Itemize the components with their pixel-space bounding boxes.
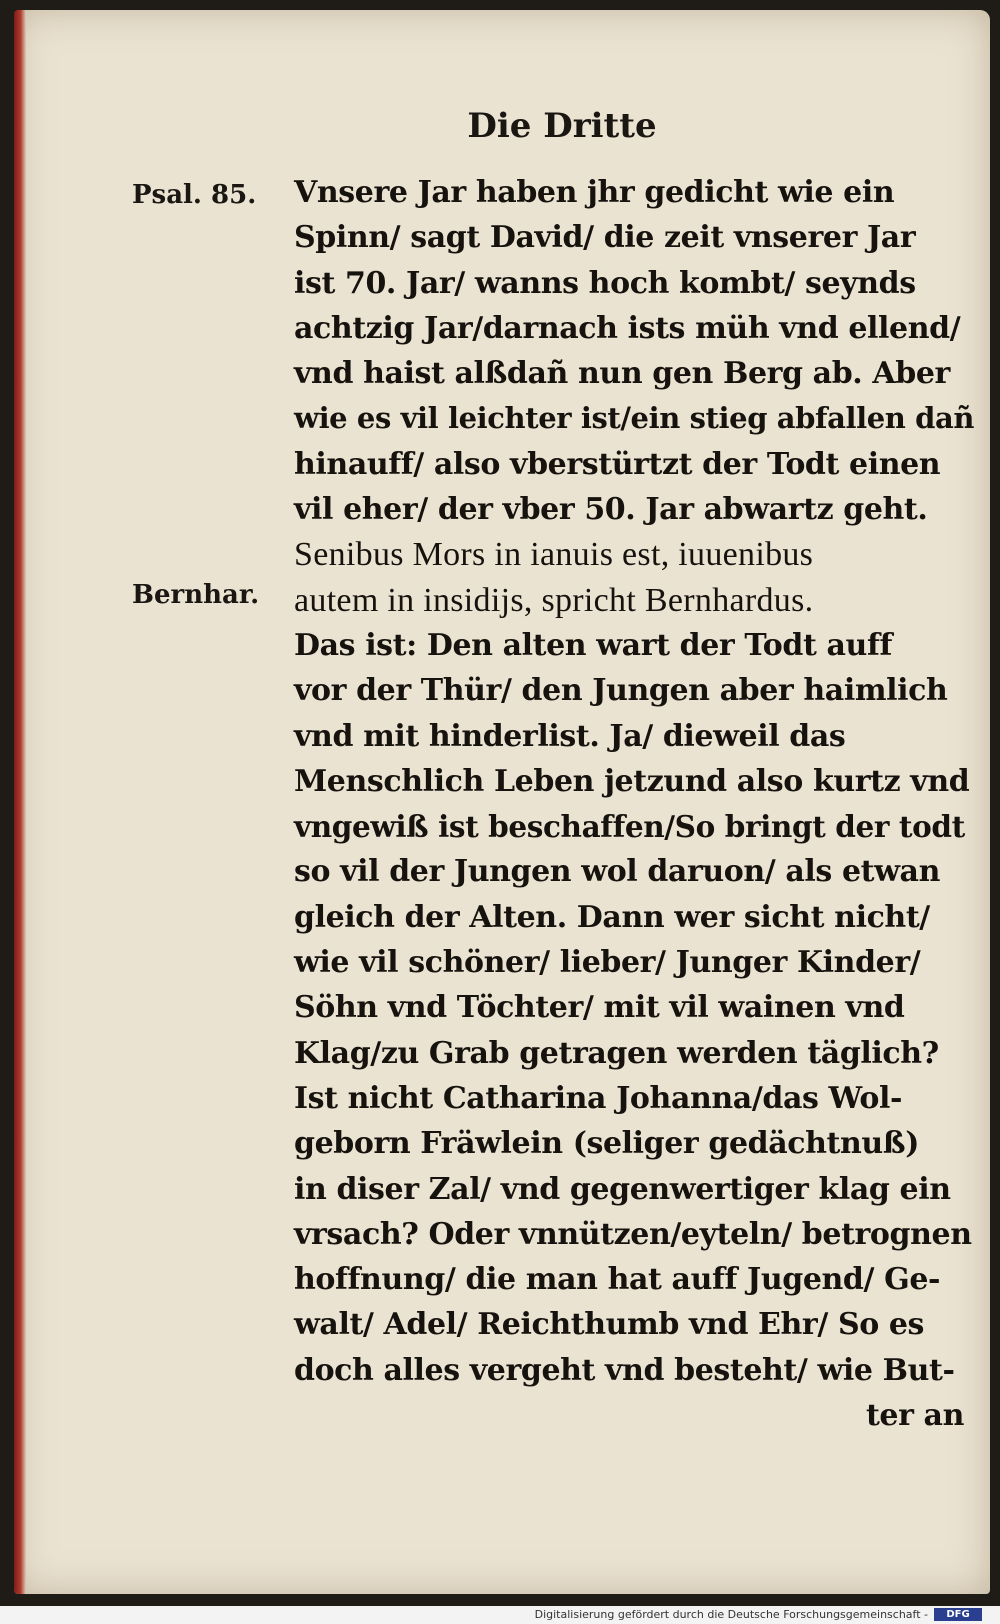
text-line: wie es vil leichter ist/ein stieg abfallen dañ [294, 401, 975, 436]
text-line: vngewiß ist beschaffen/So bringt der todt [294, 809, 965, 845]
text-line: Das ist: Den alten wart der Todt auff [294, 627, 892, 663]
text-line: so vil der Jungen wol daruon/ als etwan [294, 854, 940, 890]
margin-note-psalm: Psal. 85. [132, 180, 257, 210]
text-line: vor der Thür/ den Jungen aber haimlich [294, 673, 948, 709]
text-line: vnd haist alßdañ nun gen Berg ab. Aber [294, 356, 950, 392]
book-page [14, 10, 990, 1594]
text-line: ist 70. Jar/ wanns hoch kombt/ seynds [294, 265, 916, 301]
catchword: ter an [865, 1398, 964, 1434]
footer-credit: Digitalisierung gefördert durch die Deutsche Forschungsgemeinschaft - [534, 1608, 928, 1621]
text-line: vnd mit hinderlist. Ja/ dieweil das [294, 718, 846, 754]
body-text [294, 170, 974, 1438]
text-line: Söhn vnd Töchter/ mit vil wainen vnd [294, 990, 905, 1026]
text-line: wie vil schöner/ lieber/ Junger Kinder/ [294, 945, 921, 981]
digitization-footer [0, 1606, 1000, 1624]
text-line: Vnsere Jar haben jhr gedicht wie ein [294, 175, 895, 210]
text-line: hoffnung/ die man hat auff Jugend/ Ge- [294, 1262, 941, 1298]
binding-edge [14, 10, 26, 1594]
text-line: vrsach? Oder vnnützen/eyteln/ betrognen [294, 1216, 972, 1252]
dfg-logo: DFG [934, 1608, 982, 1621]
text-line: Spinn/ sagt David/ die zeit vnserer Jar [294, 220, 916, 256]
text-line: in diser Zal/ vnd gegenwertiger klag ein [294, 1171, 951, 1207]
text-line-latin: Senibus Mors in ianuis est, iuuenibus [294, 536, 814, 574]
text-line: doch alles vergeht vnd besteht/ wie But- [294, 1352, 955, 1388]
text-line-latin: autem in insidijs, spricht Bernhardus. [294, 581, 814, 619]
text-line: Menschlich Leben jetzund also kurtz vnd [294, 763, 970, 799]
text-line: geborn Fräwlein (seliger gedächtnuß) [294, 1126, 919, 1162]
running-head: Die Dritte [467, 106, 657, 146]
text-line: Klag/zu Grab getragen werden täglich? [294, 1035, 939, 1071]
margin-note-bernhard: Bernhar. [132, 580, 260, 610]
text-line: achtzig Jar/darnach ists müh vnd ellend/ [294, 310, 961, 346]
text-line: gleich der Alten. Dann wer sicht nicht/ [294, 899, 930, 935]
text-line: vil eher/ der vber 50. Jar abwartz geht. [294, 492, 928, 528]
text-line: walt/ Adel/ Reichthumb vnd Ehr/ So es [294, 1307, 925, 1343]
text-line: hinauff/ also vberstürtzt der Todt einen [294, 446, 941, 482]
text-line: Ist nicht Catharina Johanna/das Wol- [294, 1080, 903, 1116]
